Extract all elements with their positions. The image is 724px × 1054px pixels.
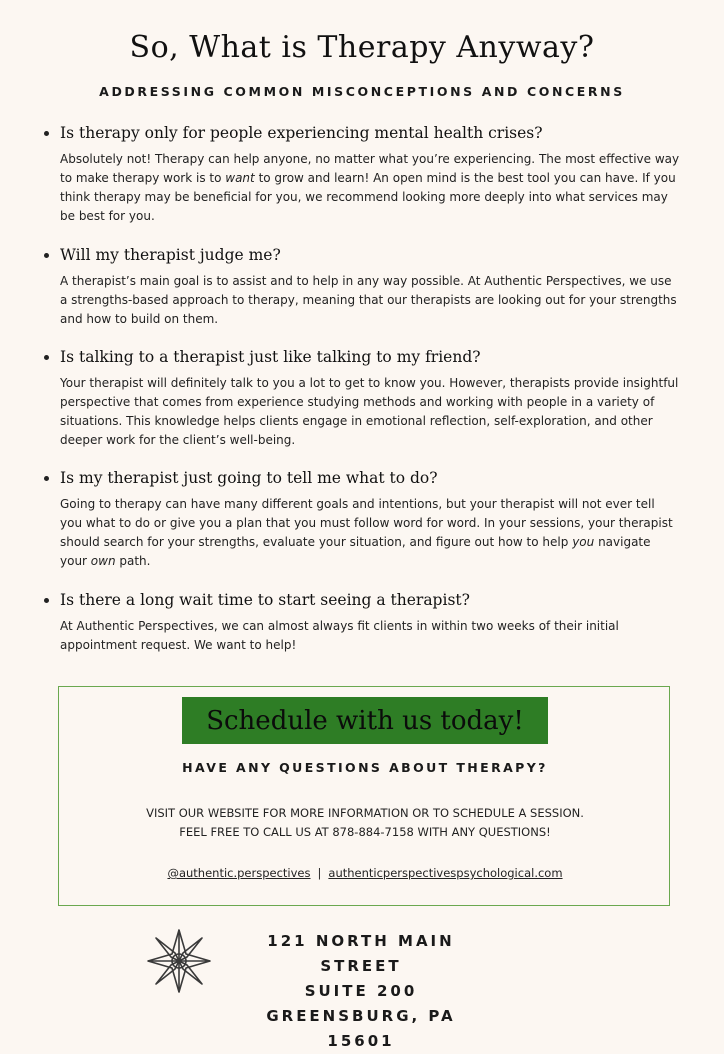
bullet-icon [44,253,49,258]
link-separator: | [317,866,322,880]
bullet-icon [44,355,49,360]
faq-item-3 [40,346,680,450]
contact-box [58,686,670,906]
social-handle-link[interactable]: @authentic.perspectives [167,866,311,880]
schedule-banner: Schedule with us today! [182,697,548,744]
faq-item-1 [40,122,680,226]
faq-question: Is there a long wait time to start seeing a therapist? [40,589,680,611]
questions-heading: HAVE ANY QUESTIONS ABOUT THERAPY? [182,760,548,775]
faq-question: Is talking to a therapist just like talking to my friend? [40,346,680,368]
faq-answer: Going to therapy can have many different goals and intentions, but your therapist will not ever tell you what to do or give you a plan that you must follow word for word. In your sessions, your therapist should search for your strengths, evaluate your situation, and figure out how to help you navigate your own path. [60,497,673,568]
website-link[interactable]: authenticperspectivespsychological.com [328,866,563,880]
faq-question: Will my therapist judge me? [40,244,680,266]
visit-text: VISIT OUR WEBSITE FOR MORE INFORMATION OR TO SCHEDULE A SESSION. FEEL FREE TO CALL US AT 878-884-7158 WITH ANY QUESTIONS! [146,806,584,839]
faq-question: Is my therapist just going to tell me what to do? [40,467,680,489]
contact-links [59,866,671,880]
faq-answer: A therapist’s main goal is to assist and to help in any way possible. At Authentic Perspectives, we use a strengths-based approach to therapy, meaning that our therapists are looking out for your strengths and how to build on them. [60,274,677,326]
bullet-icon [44,598,49,603]
page-title: So, What is Therapy Anyway? [129,30,595,65]
faq-item-2 [40,244,680,329]
bullet-icon [44,131,49,136]
faq-answer: Absolutely not! Therapy can help anyone, no matter what you’re experiencing. The most effective way to make therapy work is to want to grow and learn! An open mind is the best tool you can have. If you think therapy may be beneficial for you, we recommend looking more deeply into what services may be best for you. [60,152,680,223]
faq-answer: Your therapist will definitely talk to you a lot to get to know you. However, therapists provide insightful perspective that comes from experience studying methods and working with people in a variety of situations. This knowledge helps clients engage in emotional reflection, self-exploration, and other deeper work for the client’s well-being. [60,376,679,447]
bullet-icon [44,476,49,481]
compass-star-icon [144,926,214,996]
faq-item-4 [40,467,680,571]
faq-item-5 [40,589,680,655]
faq-question: Is therapy only for people experiencing mental health crises? [40,122,680,144]
faq-answer: At Authentic Perspectives, we can almost always fit clients in within two weeks of their initial appointment request. We want to help! [60,619,619,652]
address: 121 NORTH MAIN STREET SUITE 200 GREENSBURG, PA 15601 [266,932,456,1050]
page-subtitle: ADDRESSING COMMON MISCONCEPTIONS AND CONCERNS [99,84,625,99]
